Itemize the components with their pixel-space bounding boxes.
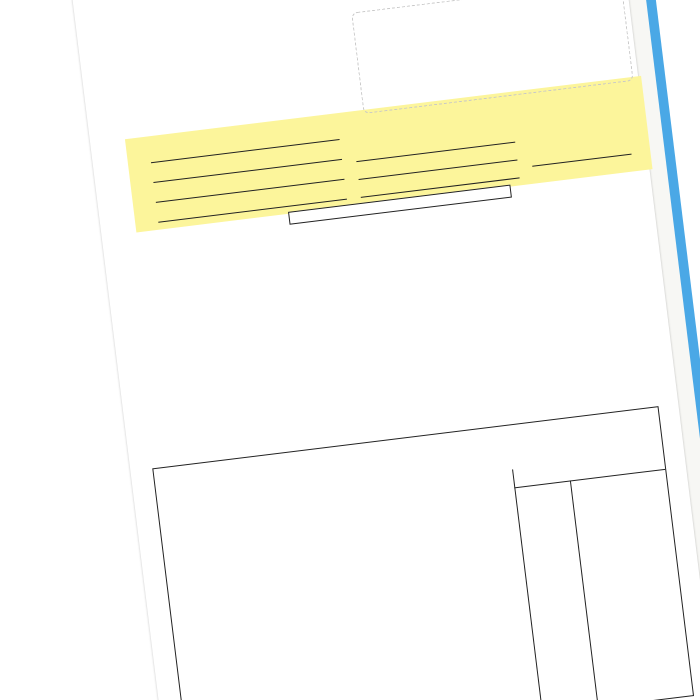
inspection-form-sheet [72,0,700,700]
maengel-header-rule [514,469,665,489]
checklist-left-column [133,215,409,474]
maengel-divider-mid [570,480,599,700]
checklist-right-column [395,219,666,438]
maengel-divider-left [512,469,543,700]
